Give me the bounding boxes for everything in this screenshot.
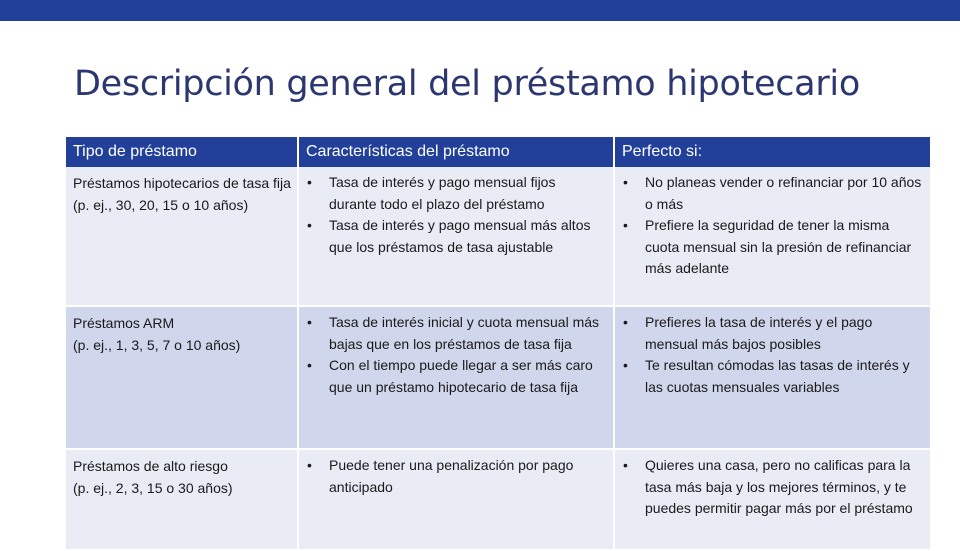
perfect-if-item: • Prefieres la tasa de interés y el pago mensual más bajos posibles: [623, 314, 873, 352]
perfect-if-cell: [614, 449, 930, 550]
loan-type-cell: [66, 449, 298, 550]
loan-type-name: Préstamos de alto riesgo: [73, 458, 228, 474]
perfect-if-item: • Prefiere la seguridad de tener la misma cuota mensual sin la presión de refinanciar más adelante: [623, 217, 912, 276]
perfect-if-cell: [614, 167, 930, 306]
feature-item: • Tasa de interés inicial y cuota mensual más bajas que en los préstamos de tasa fija: [307, 314, 600, 352]
feature-item: • Tasa de interés y pago mensual fijos durante todo el plazo del préstamo: [307, 174, 556, 212]
loan-type-cell: [66, 306, 298, 449]
perfect-if-item: • No planeas vender o refinanciar por 10 años o más: [623, 174, 922, 212]
loan-type-cell: [66, 167, 298, 306]
features-cell: [298, 167, 614, 306]
features-cell: [298, 306, 614, 449]
top-accent-bar: [0, 0, 960, 21]
table-row-arm: [66, 306, 930, 449]
loan-type-examples: (p. ej., 1, 3, 5, 7 o 10 años): [73, 336, 241, 353]
perfect-if-item: • Te resultan cómodas las tasas de interés y las cuotas mensuales variables: [623, 357, 910, 395]
loan-type-examples: (p. ej., 2, 3, 15 o 30 años): [73, 479, 233, 496]
table-row-fixed-rate: [66, 167, 930, 306]
header-perfect-if: Perfecto si:: [614, 137, 930, 167]
feature-item: • Puede tener una penalización por pago anticipado: [307, 457, 574, 495]
feature-item: • Con el tiempo puede llegar a ser más caro que un préstamo hipotecario de tasa fija: [307, 357, 593, 395]
loan-type-name: Préstamos hipotecarios de tasa fija: [73, 175, 291, 191]
loan-type-examples: (p. ej., 30, 20, 15 o 10 años): [73, 196, 249, 213]
loan-type-name: Préstamos ARM: [73, 315, 175, 331]
perfect-if-cell: [614, 306, 930, 449]
feature-item: • Tasa de interés y pago mensual más altos que los préstamos de tasa ajustable: [307, 217, 591, 255]
slide-title: Descripción general del préstamo hipotecario: [74, 64, 860, 104]
table-header-row: [66, 137, 930, 167]
header-features: Características del préstamo: [298, 137, 614, 167]
perfect-if-item: • Quieres una casa, pero no calificas para la tasa más baja y los mejores términos, y te puedes permitir pagar más por el préstamo: [623, 457, 913, 516]
table-row-high-risk: [66, 449, 930, 550]
features-cell: [298, 449, 614, 550]
header-loan-type: Tipo de préstamo: [66, 137, 298, 167]
mortgage-comparison-table: [66, 137, 930, 551]
